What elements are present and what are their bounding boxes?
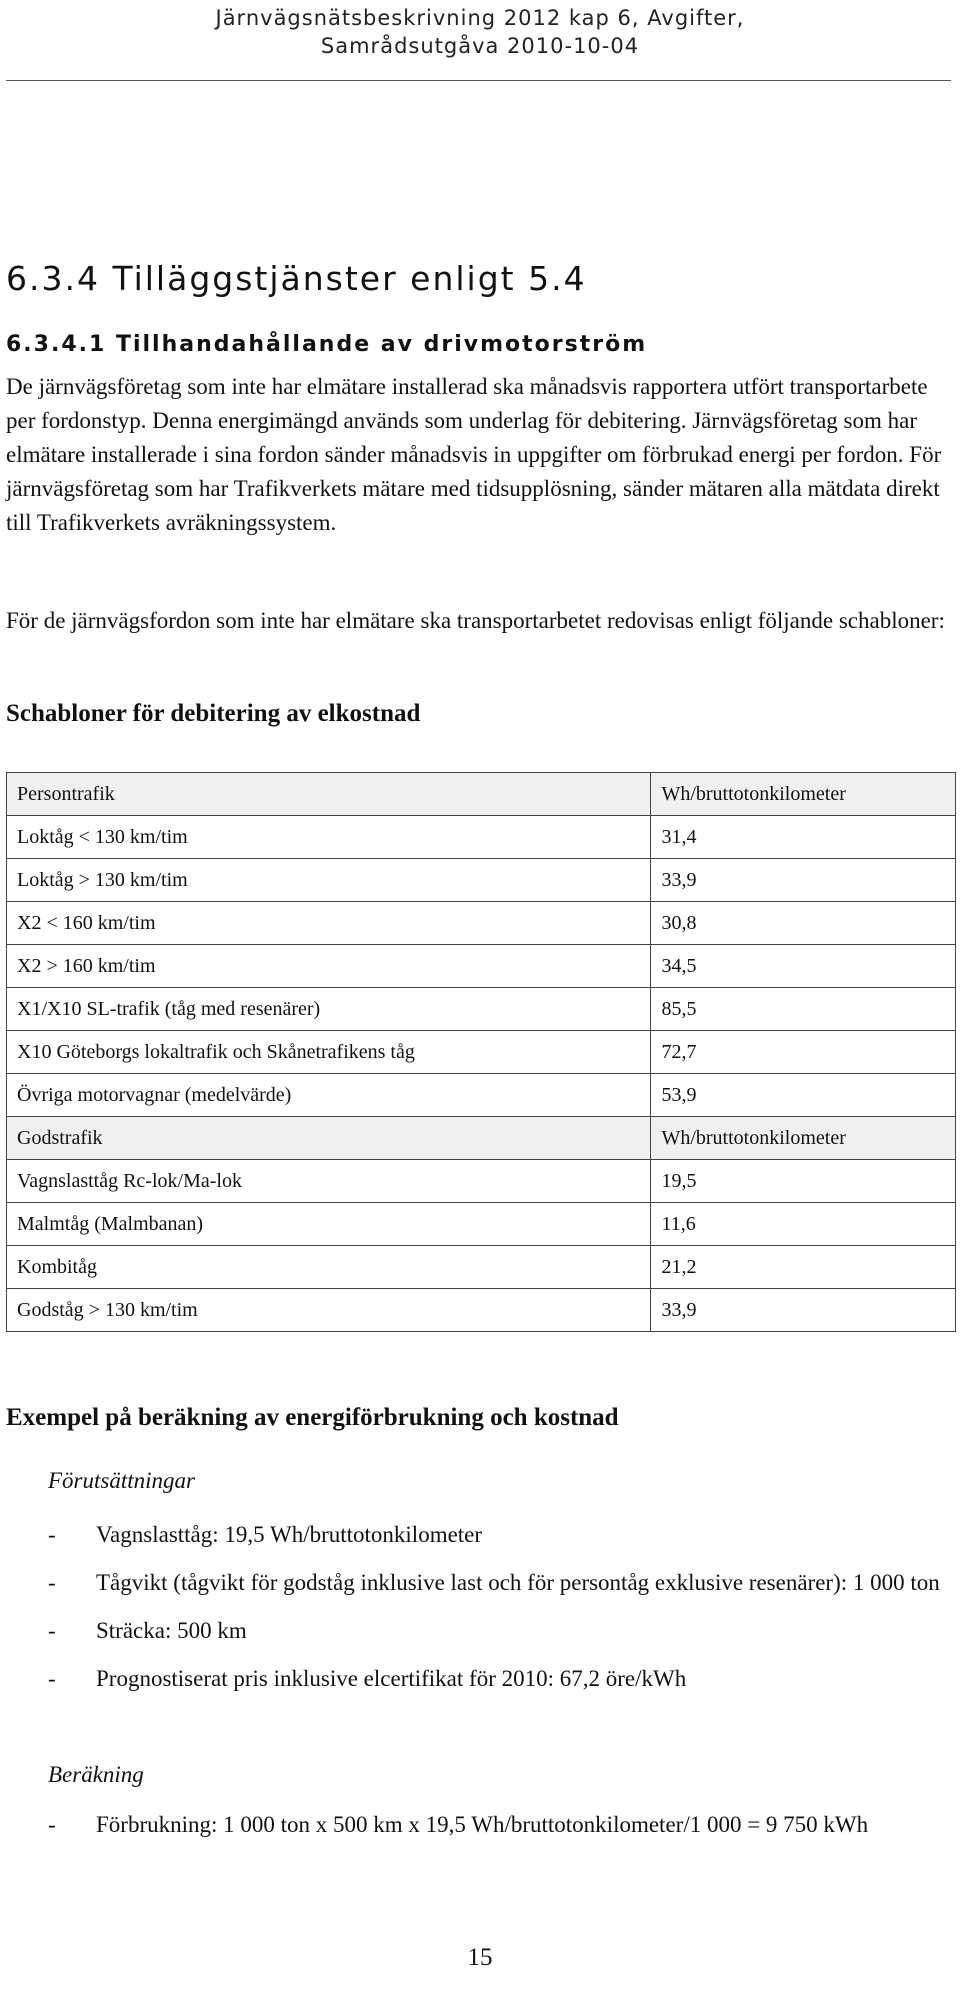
dash-bullet-icon: - [48,1522,56,1547]
row-label: X2 > 160 km/tim [7,945,651,988]
example-heading: Exempel på beräkning av energiförbrukning och kostnad [6,1404,619,1431]
table-row [7,1246,956,1289]
running-header-line-1: Järnvägsnätsbeskrivning 2012 kap 6, Avgifter, [215,6,745,30]
list-item-text: Förbrukning: 1 000 ton x 500 km x 19,5 Wh/bruttotonkilometer/1 000 = 9 750 kWh [96,1812,869,1837]
dash-bullet-icon: - [48,1570,56,1595]
row-value: 72,7 [651,1031,956,1074]
list-item-text: Prognostiserat pris inklusive elcertifikat för 2010: 67,2 öre/kWh [96,1666,687,1691]
prerequisites-heading: Förutsättningar [48,1468,195,1493]
row-label: Vagnslasttåg Rc-lok/Ma-lok [7,1160,651,1203]
row-value: 34,5 [651,945,956,988]
row-value: 33,9 [651,1289,956,1332]
dash-bullet-icon: - [48,1618,56,1643]
row-label: Loktåg < 130 km/tim [7,816,651,859]
section-heading: 6.3.4 Tilläggstjänster enligt 5.4 [6,259,587,298]
intro-paragraph: De järnvägsföretag som inte har elmätare installerad ska månadsvis rapportera utfört transportarbete per fordonstyp. Denna energimängd används som underlag för debitering. Järnvägsföretag som har elmätare installerade i sina fordon sänder månadsvis in uppgifter om förbrukad energi per fordon. För järnvägsföretag som har Trafikverkets mätare med tidsupplösning, sänder mätaren alla mätdata direkt till Trafikverkets avräkningssystem. [6,374,942,535]
schablon-table [6,772,956,1332]
row-label: Kombitåg [7,1246,651,1289]
table-row [7,859,956,902]
table-row [7,902,956,945]
table-row [7,1289,956,1332]
row-value: 33,9 [651,859,956,902]
row-label: X2 < 160 km/tim [7,902,651,945]
dash-bullet-icon: - [48,1812,56,1837]
list-item-text: Sträcka: 500 km [96,1618,247,1643]
calculation-heading: Beräkning [48,1762,144,1787]
row-label: Övriga motorvagnar (medelvärde) [7,1074,651,1117]
row-label: X1/X10 SL-trafik (tåg med resenärer) [7,988,651,1031]
table-row [7,1203,956,1246]
row-value: 53,9 [651,1074,956,1117]
list-item-text: Tågvikt (tågvikt för godståg inklusive last och för persontåg exklusive resenärer): 1 000 ton [96,1570,940,1595]
table-section-header: Persontrafik [7,773,651,816]
table-unit-header: Wh/bruttotonkilometer [651,1117,956,1160]
row-label: Loktåg > 130 km/tim [7,859,651,902]
table-section-header: Godstrafik [7,1117,651,1160]
row-value: 31,4 [651,816,956,859]
table-row [7,1031,956,1074]
row-label: Malmtåg (Malmbanan) [7,1203,651,1246]
row-label: Godståg > 130 km/tim [7,1289,651,1332]
table-section-header-row [7,1117,956,1160]
table-row [7,945,956,988]
list-item [48,1808,948,1842]
list-item [48,1662,948,1696]
dash-bullet-icon: - [48,1666,56,1691]
running-header-line-2: Samrådsutgåva 2010-10-04 [320,34,640,58]
list-item [48,1518,948,1552]
header-divider [6,80,951,81]
subsection-heading: 6.3.4.1 Tillhandahållande av drivmotorström [6,332,648,357]
page-number: 15 [467,1944,493,1971]
row-value: 85,5 [651,988,956,1031]
prerequisites-list [48,1518,948,1710]
list-item [48,1614,948,1648]
table-row [7,1074,956,1117]
table-title: Schabloner för debitering av elkostnad [6,700,421,727]
row-value: 11,6 [651,1203,956,1246]
list-item [48,1566,948,1600]
table-section-header-row [7,773,956,816]
table-row [7,1160,956,1203]
row-label: X10 Göteborgs lokaltrafik och Skånetrafikens tåg [7,1031,651,1074]
list-item-text: Vagnslasttåg: 19,5 Wh/bruttotonkilometer [96,1522,483,1547]
table-unit-header: Wh/bruttotonkilometer [651,773,956,816]
table-row [7,988,956,1031]
schablon-paragraph: För de järnvägsfordon som inte har elmätare ska transportarbetet redovisas enligt följande schabloner: [6,608,945,633]
row-value: 19,5 [651,1160,956,1203]
calculation-list [48,1808,948,1842]
table-row [7,816,956,859]
row-value: 30,8 [651,902,956,945]
row-value: 21,2 [651,1246,956,1289]
